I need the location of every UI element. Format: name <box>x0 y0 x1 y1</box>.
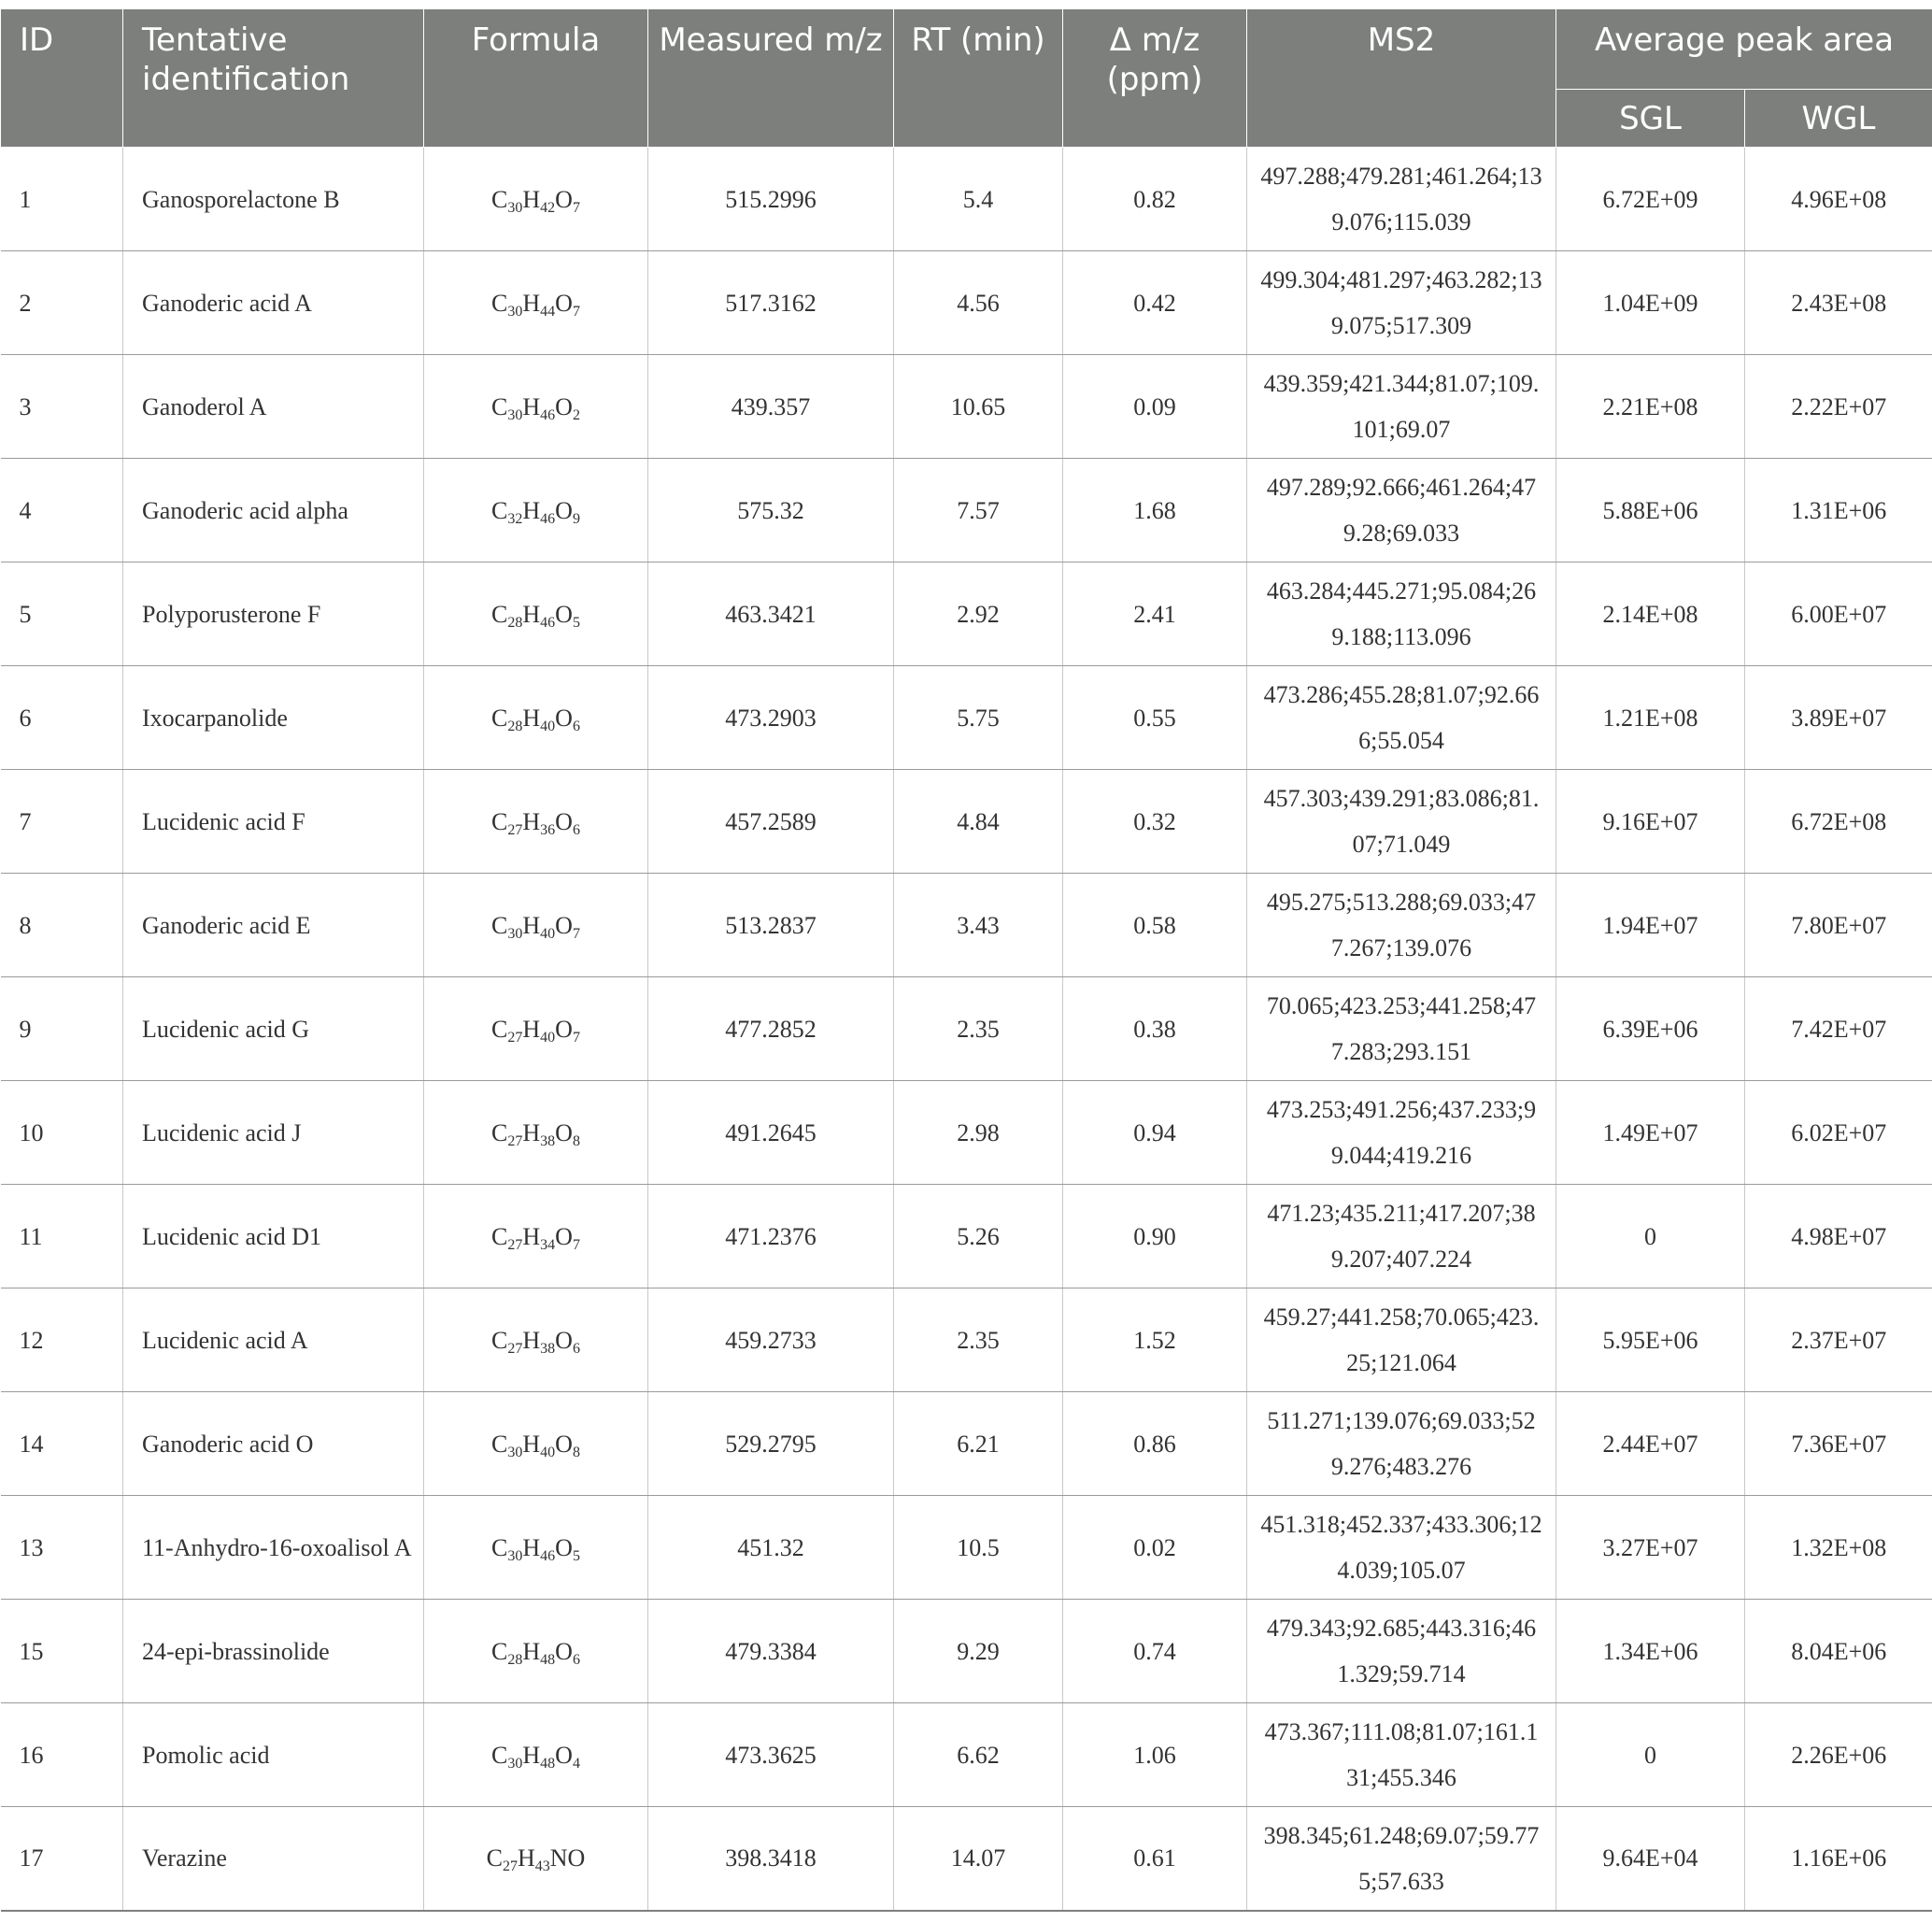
cell-delta-mz: 0.09 <box>1063 355 1247 459</box>
cell-wgl-peak-area: 6.00E+07 <box>1745 562 1932 666</box>
cell-rt: 2.35 <box>894 977 1063 1081</box>
cell-delta-mz: 1.52 <box>1063 1288 1247 1392</box>
cell-sgl-peak-area: 3.27E+07 <box>1556 1496 1745 1600</box>
cell-tentative-identification: Lucidenic acid G <box>123 977 424 1081</box>
header-delta-mz: Δ m/z (ppm) <box>1063 9 1247 148</box>
cell-measured-mz: 457.2589 <box>648 770 894 874</box>
cell-wgl-peak-area: 4.98E+07 <box>1745 1185 1932 1288</box>
formula-subscript: 46 <box>540 1547 556 1564</box>
cell-wgl-peak-area: 7.80E+07 <box>1745 874 1932 977</box>
cell-id: 6 <box>1 666 123 770</box>
cell-id: 2 <box>1 251 123 355</box>
cell-measured-mz: 439.357 <box>648 355 894 459</box>
cell-id: 16 <box>1 1703 123 1807</box>
formula-subscript: 30 <box>507 925 523 942</box>
formula-subscript: 4 <box>572 1755 580 1772</box>
cell-id: 4 <box>1 459 123 562</box>
cell-wgl-peak-area: 2.22E+07 <box>1745 355 1932 459</box>
formula-subscript: 6 <box>572 1340 580 1357</box>
cell-measured-mz: 459.2733 <box>648 1288 894 1392</box>
cell-ms2: 473.367;111.08;81.07;161.131;455.346 <box>1247 1703 1556 1807</box>
formula-element: O <box>555 289 573 317</box>
formula-subscript: 36 <box>540 821 556 838</box>
cell-id: 10 <box>1 1081 123 1185</box>
formula-subscript: 6 <box>572 718 580 734</box>
formula-subscript: 2 <box>572 406 580 423</box>
cell-sgl-peak-area: 2.21E+08 <box>1556 355 1745 459</box>
cell-rt: 2.35 <box>894 1288 1063 1392</box>
table-row <box>1 770 1932 874</box>
cell-sgl-peak-area: 1.49E+07 <box>1556 1081 1745 1185</box>
cell-wgl-peak-area: 6.02E+07 <box>1745 1081 1932 1185</box>
cell-ms2: 473.253;491.256;437.233;99.044;419.216 <box>1247 1081 1556 1185</box>
cell-sgl-peak-area: 1.34E+06 <box>1556 1600 1745 1703</box>
cell-tentative-identification: Lucidenic acid D1 <box>123 1185 424 1288</box>
table-row <box>1 251 1932 355</box>
cell-rt: 6.21 <box>894 1392 1063 1496</box>
cell-wgl-peak-area: 1.32E+08 <box>1745 1496 1932 1600</box>
cell-formula <box>424 562 648 666</box>
cell-id: 9 <box>1 977 123 1081</box>
cell-delta-mz: 0.02 <box>1063 1496 1247 1600</box>
cell-delta-mz: 0.82 <box>1063 148 1247 251</box>
formula-subscript: 42 <box>540 199 556 216</box>
formula-subscript: 32 <box>507 510 523 527</box>
formula-subscript: 40 <box>540 1444 556 1460</box>
formula-subscript: 8 <box>572 1444 580 1460</box>
cell-wgl-peak-area: 1.31E+06 <box>1745 459 1932 562</box>
formula-subscript: 9 <box>572 510 580 527</box>
cell-rt: 4.56 <box>894 251 1063 355</box>
cell-rt: 3.43 <box>894 874 1063 977</box>
cell-rt: 14.07 <box>894 1807 1063 1911</box>
cell-ms2: 459.27;441.258;70.065;423.25;121.064 <box>1247 1288 1556 1392</box>
formula-element: H <box>522 1741 541 1769</box>
cell-ms2: 495.275;513.288;69.033;477.267;139.076 <box>1247 874 1556 977</box>
cell-tentative-identification: Lucidenic acid J <box>123 1081 424 1185</box>
cell-measured-mz: 471.2376 <box>648 1185 894 1288</box>
cell-formula <box>424 977 648 1081</box>
formula-subscript: 40 <box>540 718 556 734</box>
formula-element: H <box>522 1637 541 1665</box>
formula-element: O <box>555 704 573 732</box>
cell-measured-mz: 451.32 <box>648 1496 894 1600</box>
table-row <box>1 874 1932 977</box>
table-row <box>1 355 1932 459</box>
cell-formula <box>424 251 648 355</box>
formula-element: C <box>491 1118 508 1146</box>
cell-rt: 5.4 <box>894 148 1063 251</box>
cell-formula <box>424 666 648 770</box>
formula-subscript: 30 <box>507 199 523 216</box>
formula-element: H <box>522 911 541 939</box>
formula-subscript: 27 <box>507 1029 523 1046</box>
cell-sgl-peak-area: 0 <box>1556 1703 1745 1807</box>
cell-tentative-identification: 11-Anhydro-16-oxoalisol A <box>123 1496 424 1600</box>
table-row <box>1 1288 1932 1392</box>
cell-delta-mz: 0.74 <box>1063 1600 1247 1703</box>
header-average-peak-area: Average peak area <box>1556 9 1932 90</box>
cell-formula <box>424 459 648 562</box>
cell-delta-mz: 2.41 <box>1063 562 1247 666</box>
header-id: ID <box>1 9 123 148</box>
cell-rt: 5.26 <box>894 1185 1063 1288</box>
formula-element: C <box>491 600 508 628</box>
cell-id: 7 <box>1 770 123 874</box>
cell-sgl-peak-area: 0 <box>1556 1185 1745 1288</box>
cell-formula <box>424 1081 648 1185</box>
cell-tentative-identification: Verazine <box>123 1807 424 1911</box>
cell-tentative-identification: Ganoderol A <box>123 355 424 459</box>
formula-element: O <box>555 185 573 213</box>
cell-formula <box>424 148 648 251</box>
cell-delta-mz: 0.61 <box>1063 1807 1247 1911</box>
cell-tentative-identification: Ganoderic acid E <box>123 874 424 977</box>
cell-formula <box>424 1288 648 1392</box>
cell-tentative-identification: Ixocarpanolide <box>123 666 424 770</box>
cell-measured-mz: 529.2795 <box>648 1392 894 1496</box>
cell-measured-mz: 513.2837 <box>648 874 894 977</box>
cell-wgl-peak-area: 4.96E+08 <box>1745 148 1932 251</box>
cell-delta-mz: 0.55 <box>1063 666 1247 770</box>
formula-element: O <box>555 911 573 939</box>
cell-ms2: 471.23;435.211;417.207;389.207;407.224 <box>1247 1185 1556 1288</box>
formula-element: C <box>491 1015 508 1043</box>
cell-id: 3 <box>1 355 123 459</box>
cell-id: 15 <box>1 1600 123 1703</box>
formula-element: H <box>522 1326 541 1354</box>
formula-subscript: 30 <box>507 1547 523 1564</box>
cell-rt: 9.29 <box>894 1600 1063 1703</box>
formula-subscript: 30 <box>507 1444 523 1460</box>
cell-id: 14 <box>1 1392 123 1496</box>
cell-ms2: 497.288;479.281;461.264;139.076;115.039 <box>1247 148 1556 251</box>
cell-ms2: 479.343;92.685;443.316;461.329;59.714 <box>1247 1600 1556 1703</box>
formula-element: O <box>555 600 573 628</box>
formula-element: O <box>555 1222 573 1250</box>
cell-tentative-identification: Ganoderic acid alpha <box>123 459 424 562</box>
cell-wgl-peak-area: 2.43E+08 <box>1745 251 1932 355</box>
cell-formula <box>424 1185 648 1288</box>
cell-tentative-identification: Ganosporelactone B <box>123 148 424 251</box>
cell-formula <box>424 355 648 459</box>
cell-wgl-peak-area: 3.89E+07 <box>1745 666 1932 770</box>
table-row <box>1 1081 1932 1185</box>
formula-element: O <box>555 1637 573 1665</box>
cell-tentative-identification: Ganoderic acid A <box>123 251 424 355</box>
table-row <box>1 562 1932 666</box>
cell-rt: 7.57 <box>894 459 1063 562</box>
cell-wgl-peak-area: 2.26E+06 <box>1745 1703 1932 1807</box>
cell-measured-mz: 473.2903 <box>648 666 894 770</box>
formula-element: H <box>522 1015 541 1043</box>
cell-sgl-peak-area: 6.72E+09 <box>1556 148 1745 251</box>
cell-delta-mz: 0.38 <box>1063 977 1247 1081</box>
formula-subscript: 40 <box>540 1029 556 1046</box>
table-row <box>1 977 1932 1081</box>
formula-element: C <box>491 289 508 317</box>
cell-id: 11 <box>1 1185 123 1288</box>
formula-element: H <box>522 1533 541 1561</box>
formula-element: H <box>522 1430 541 1458</box>
cell-ms2: 511.271;139.076;69.033;529.276;483.276 <box>1247 1392 1556 1496</box>
table-row <box>1 1600 1932 1703</box>
cell-sgl-peak-area: 1.04E+09 <box>1556 251 1745 355</box>
formula-subscript: 7 <box>572 925 580 942</box>
cell-rt: 2.92 <box>894 562 1063 666</box>
formula-subscript: 28 <box>507 718 523 734</box>
formula-subscript: 27 <box>507 1236 523 1253</box>
header-wgl: WGL <box>1745 90 1932 148</box>
cell-rt: 4.84 <box>894 770 1063 874</box>
cell-measured-mz: 517.3162 <box>648 251 894 355</box>
cell-delta-mz: 1.06 <box>1063 1703 1247 1807</box>
cell-delta-mz: 0.32 <box>1063 770 1247 874</box>
formula-element: NO <box>549 1844 586 1872</box>
cell-rt: 6.62 <box>894 1703 1063 1807</box>
table-row <box>1 148 1932 251</box>
formula-element: C <box>491 704 508 732</box>
cell-ms2: 457.303;439.291;83.086;81.07;71.049 <box>1247 770 1556 874</box>
cell-delta-mz: 0.94 <box>1063 1081 1247 1185</box>
cell-delta-mz: 0.58 <box>1063 874 1247 977</box>
formula-element: H <box>522 392 541 420</box>
cell-measured-mz: 463.3421 <box>648 562 894 666</box>
cell-formula <box>424 1703 648 1807</box>
cell-wgl-peak-area: 7.42E+07 <box>1745 977 1932 1081</box>
table-row <box>1 1703 1932 1807</box>
cell-formula <box>424 1600 648 1703</box>
cell-wgl-peak-area: 6.72E+08 <box>1745 770 1932 874</box>
formula-element: H <box>522 704 541 732</box>
cell-sgl-peak-area: 9.64E+04 <box>1556 1807 1745 1911</box>
table-row <box>1 1392 1932 1496</box>
header-sgl: SGL <box>1556 90 1745 148</box>
cell-ms2: 451.318;452.337;433.306;124.039;105.07 <box>1247 1496 1556 1600</box>
formula-subscript: 43 <box>534 1858 550 1875</box>
cell-tentative-identification: Ganoderic acid O <box>123 1392 424 1496</box>
formula-element: H <box>522 496 541 524</box>
header-formula: Formula <box>424 9 648 148</box>
header-ms2: MS2 <box>1247 9 1556 148</box>
cell-measured-mz: 515.2996 <box>648 148 894 251</box>
formula-element: C <box>491 392 508 420</box>
formula-subscript: 30 <box>507 406 523 423</box>
cell-formula <box>424 1496 648 1600</box>
cell-tentative-identification: Polyporusterone F <box>123 562 424 666</box>
formula-element: H <box>518 1844 535 1872</box>
formula-subscript: 7 <box>572 199 580 216</box>
formula-element: C <box>491 1533 508 1561</box>
formula-subscript: 30 <box>507 303 523 320</box>
cell-tentative-identification: Lucidenic acid F <box>123 770 424 874</box>
table-body <box>1 148 1932 1911</box>
cell-measured-mz: 575.32 <box>648 459 894 562</box>
table-header <box>1 9 1932 148</box>
cell-delta-mz: 0.90 <box>1063 1185 1247 1288</box>
cell-delta-mz: 0.42 <box>1063 251 1247 355</box>
formula-subscript: 27 <box>507 1132 523 1149</box>
formula-subscript: 6 <box>572 1651 580 1668</box>
cell-tentative-identification: Pomolic acid <box>123 1703 424 1807</box>
cell-wgl-peak-area: 1.16E+06 <box>1745 1807 1932 1911</box>
formula-element: C <box>491 1326 508 1354</box>
cell-ms2: 499.304;481.297;463.282;139.075;517.309 <box>1247 251 1556 355</box>
cell-measured-mz: 491.2645 <box>648 1081 894 1185</box>
cell-formula <box>424 770 648 874</box>
formula-element: O <box>555 496 573 524</box>
cell-measured-mz: 398.3418 <box>648 1807 894 1911</box>
formula-subscript: 5 <box>572 614 580 631</box>
formula-subscript: 8 <box>572 1132 580 1149</box>
cell-sgl-peak-area: 5.95E+06 <box>1556 1288 1745 1392</box>
formula-element: C <box>486 1844 503 1872</box>
formula-subscript: 30 <box>507 1755 523 1772</box>
cell-sgl-peak-area: 2.14E+08 <box>1556 562 1745 666</box>
formula-subscript: 28 <box>507 1651 523 1668</box>
formula-element: C <box>491 1637 508 1665</box>
cell-rt: 5.75 <box>894 666 1063 770</box>
identification-table <box>0 8 1932 1912</box>
cell-id: 5 <box>1 562 123 666</box>
formula-element: O <box>555 1533 573 1561</box>
cell-measured-mz: 473.3625 <box>648 1703 894 1807</box>
formula-element: O <box>555 392 573 420</box>
formula-subscript: 46 <box>540 406 556 423</box>
cell-sgl-peak-area: 9.16E+07 <box>1556 770 1745 874</box>
cell-rt: 10.65 <box>894 355 1063 459</box>
cell-tentative-identification: 24-epi-brassinolide <box>123 1600 424 1703</box>
cell-formula <box>424 874 648 977</box>
cell-measured-mz: 479.3384 <box>648 1600 894 1703</box>
formula-subscript: 5 <box>572 1547 580 1564</box>
formula-subscript: 44 <box>540 303 556 320</box>
table-row <box>1 1185 1932 1288</box>
formula-element: O <box>555 1741 573 1769</box>
cell-sgl-peak-area: 2.44E+07 <box>1556 1392 1745 1496</box>
cell-ms2: 463.284;445.271;95.084;269.188;113.096 <box>1247 562 1556 666</box>
formula-subscript: 46 <box>540 614 556 631</box>
formula-subscript: 38 <box>540 1132 556 1149</box>
formula-subscript: 48 <box>540 1755 556 1772</box>
cell-formula <box>424 1807 648 1911</box>
formula-element: O <box>555 1118 573 1146</box>
cell-sgl-peak-area: 5.88E+06 <box>1556 459 1745 562</box>
table-row <box>1 1496 1932 1600</box>
header-measured-mz: Measured m/z <box>648 9 894 148</box>
cell-wgl-peak-area: 2.37E+07 <box>1745 1288 1932 1392</box>
formula-element: C <box>491 911 508 939</box>
formula-element: O <box>555 1430 573 1458</box>
header-rt: RT (min) <box>894 9 1063 148</box>
header-tentative-identification: Tentative identification <box>123 9 424 148</box>
formula-subscript: 46 <box>540 510 556 527</box>
cell-id: 17 <box>1 1807 123 1911</box>
formula-element: C <box>491 807 508 835</box>
cell-measured-mz: 477.2852 <box>648 977 894 1081</box>
formula-subscript: 28 <box>507 614 523 631</box>
formula-element: C <box>491 185 508 213</box>
results-table-container <box>0 8 1932 1912</box>
formula-subscript: 34 <box>540 1236 556 1253</box>
formula-subscript: 48 <box>540 1651 556 1668</box>
cell-delta-mz: 0.86 <box>1063 1392 1247 1496</box>
formula-element: H <box>522 1222 541 1250</box>
formula-element: C <box>491 1430 508 1458</box>
formula-subscript: 27 <box>503 1858 518 1875</box>
table-row <box>1 459 1932 562</box>
table-row <box>1 666 1932 770</box>
cell-id: 1 <box>1 148 123 251</box>
formula-element: C <box>491 496 508 524</box>
cell-ms2: 497.289;92.666;461.264;479.28;69.033 <box>1247 459 1556 562</box>
cell-sgl-peak-area: 6.39E+06 <box>1556 977 1745 1081</box>
formula-subscript: 27 <box>507 1340 523 1357</box>
formula-element: H <box>522 1118 541 1146</box>
formula-element: H <box>522 807 541 835</box>
cell-id: 12 <box>1 1288 123 1392</box>
formula-element: O <box>555 1326 573 1354</box>
formula-element: O <box>555 1015 573 1043</box>
formula-subscript: 27 <box>507 821 523 838</box>
cell-ms2: 70.065;423.253;441.258;477.283;293.151 <box>1247 977 1556 1081</box>
cell-id: 13 <box>1 1496 123 1600</box>
cell-tentative-identification: Lucidenic acid A <box>123 1288 424 1392</box>
cell-sgl-peak-area: 1.94E+07 <box>1556 874 1745 977</box>
cell-delta-mz: 1.68 <box>1063 459 1247 562</box>
formula-subscript: 7 <box>572 1029 580 1046</box>
formula-subscript: 40 <box>540 925 556 942</box>
formula-element: H <box>522 600 541 628</box>
cell-formula <box>424 1392 648 1496</box>
cell-ms2: 398.345;61.248;69.07;59.775;57.633 <box>1247 1807 1556 1911</box>
cell-ms2: 439.359;421.344;81.07;109.101;69.07 <box>1247 355 1556 459</box>
formula-element: C <box>491 1222 508 1250</box>
cell-ms2: 473.286;455.28;81.07;92.666;55.054 <box>1247 666 1556 770</box>
formula-element: H <box>522 185 541 213</box>
cell-sgl-peak-area: 1.21E+08 <box>1556 666 1745 770</box>
cell-id: 8 <box>1 874 123 977</box>
formula-subscript: 38 <box>540 1340 556 1357</box>
cell-wgl-peak-area: 7.36E+07 <box>1745 1392 1932 1496</box>
cell-wgl-peak-area: 8.04E+06 <box>1745 1600 1932 1703</box>
formula-subscript: 7 <box>572 1236 580 1253</box>
formula-element: O <box>555 807 573 835</box>
formula-subscript: 7 <box>572 303 580 320</box>
formula-element: C <box>491 1741 508 1769</box>
cell-rt: 10.5 <box>894 1496 1063 1600</box>
table-row <box>1 1807 1932 1911</box>
cell-rt: 2.98 <box>894 1081 1063 1185</box>
formula-element: H <box>522 289 541 317</box>
formula-subscript: 6 <box>572 821 580 838</box>
